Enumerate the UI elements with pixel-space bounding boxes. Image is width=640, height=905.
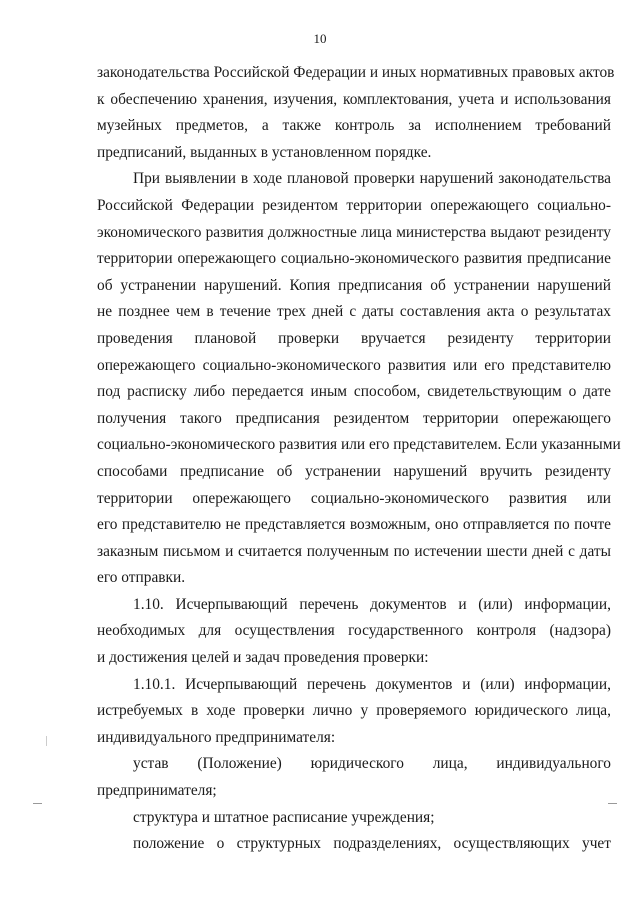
text-line: не позднее чем в течение трех дней с даты составления акта о результатах (97, 303, 611, 321)
text-line: 1.10.1. Исчерпывающий перечень документов и (или) информации, (133, 675, 611, 693)
text-line: его отправки. (97, 569, 186, 587)
text-line: территории опережающего социально-экономического развития предписание (97, 250, 611, 268)
paragraph (97, 672, 611, 752)
text-line: под расписку либо передается иным способом, свидетельствующим о дате (97, 383, 611, 401)
text-line: получения такого предписания резидентом территории опережающего (97, 409, 611, 427)
text-line: способами предписание об устранении нарушений вручить резиденту (97, 462, 611, 480)
text-line: и достижения целей и задач проведения проверки: (97, 649, 429, 667)
text-line: предпринимателя; (97, 782, 217, 800)
text-line: к обеспечению хранения, изучения, комплектования, учета и использования (97, 90, 611, 108)
document-body (97, 60, 621, 858)
text-line: проведения плановой проверки вручается резиденту территории (97, 329, 611, 347)
text-line: социально-экономического развития или его представителем. Если указанными (97, 436, 621, 454)
text-line: предписаний, выданных в установленном порядке. (97, 143, 432, 161)
text-line: необходимых для осуществления государственного контроля (надзора) (97, 622, 611, 640)
text-line: заказным письмом и считается полученным по истечении шести дней с даты (97, 542, 611, 560)
paragraph (97, 60, 615, 166)
page-number: 10 (313, 31, 327, 46)
text-line: законодательства Российской Федерации и иных нормативных правовых актов (97, 64, 615, 81)
text-line: истребуемых в ходе проверки лично у проверяемого юридического лица, (97, 702, 611, 720)
text-line: устав (Положение) юридического лица, индивидуального (133, 755, 611, 773)
paragraph (97, 166, 621, 592)
text-line: Российской Федерации резидентом территории опережающего социально- (97, 196, 611, 214)
text-line: индивидуального предпринимателя: (97, 728, 336, 746)
text-line: структура и штатное расписание учреждения; (133, 808, 435, 826)
text-line: территории опережающего социально-экономического развития или (97, 489, 611, 507)
text-line: 1.10. Исчерпывающий перечень документов и (или) информации, (133, 595, 611, 613)
scan-mark (46, 736, 47, 746)
paragraph (97, 751, 611, 804)
text-line: его представителю не представляется возможным, оно отправляется по почте (97, 516, 611, 534)
paragraph (97, 592, 611, 672)
paragraph (97, 831, 611, 858)
scan-mark (33, 803, 42, 804)
text-line: При выявлении в ходе плановой проверки нарушений законодательства (133, 170, 611, 188)
text-line: положение о структурных подразделениях, осуществляющих учет (133, 835, 611, 853)
paragraph (97, 805, 611, 832)
text-line: опережающего социально-экономического развития или его представителю (97, 356, 611, 374)
text-line: музейных предметов, а также контроль за исполнением требований (97, 117, 611, 135)
text-line: экономического развития должностные лица министерства выдают резиденту (97, 223, 611, 241)
scan-mark (608, 803, 617, 804)
text-line: об устранении нарушений. Копия предписания об устранении нарушений (97, 276, 611, 294)
